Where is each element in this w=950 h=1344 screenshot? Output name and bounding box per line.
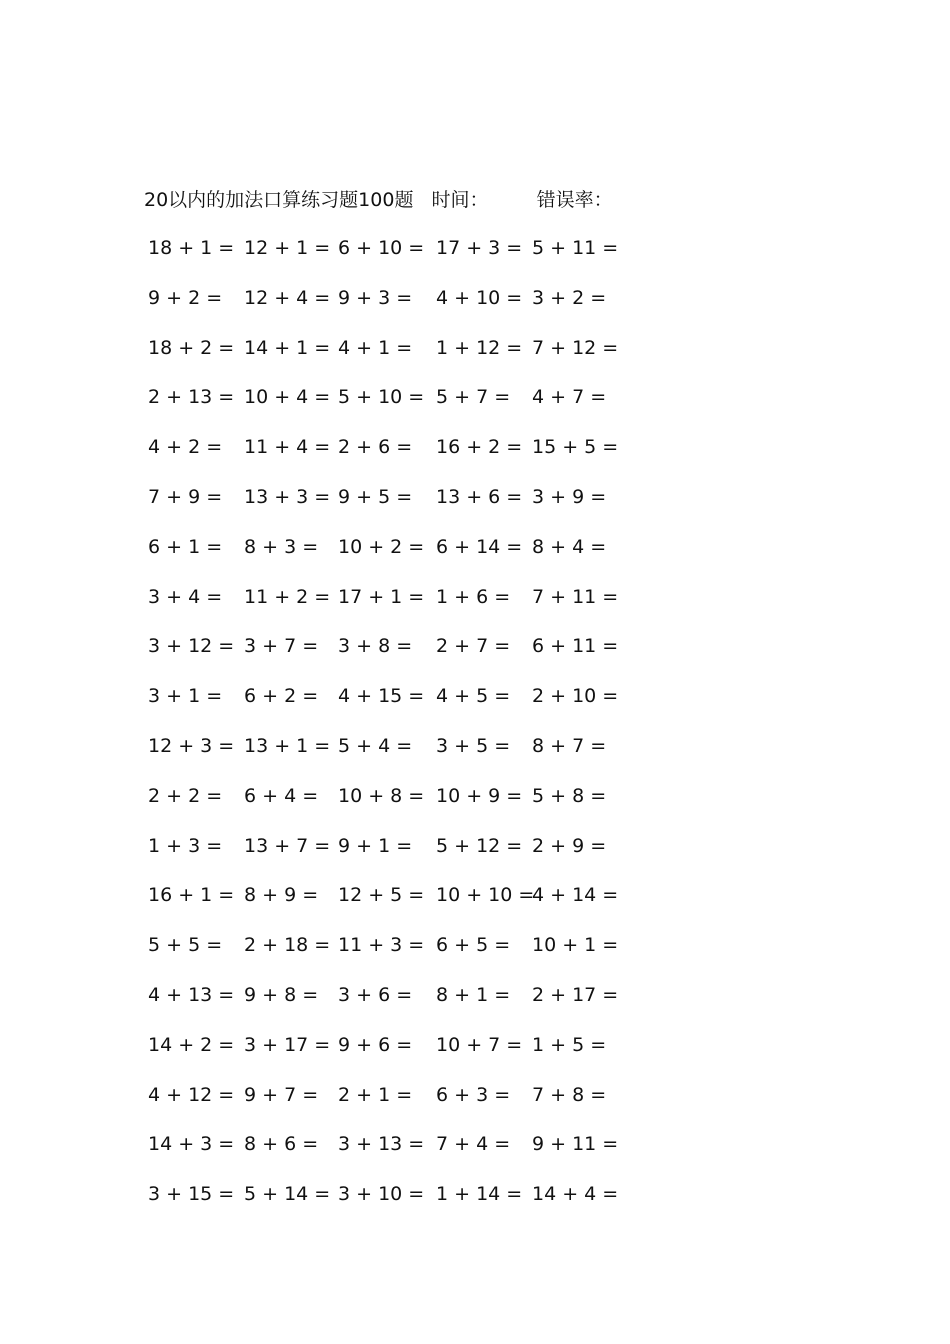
problem-item: 5 + 14 =: [244, 1183, 331, 1206]
problem-item: 1 + 5 =: [532, 1033, 607, 1056]
problem-item: 16 + 1 =: [148, 884, 235, 907]
worksheet-header: [144, 186, 613, 214]
problem-item: 14 + 3 =: [148, 1133, 235, 1156]
problem-item: 9 + 8 =: [244, 983, 319, 1006]
problem-item: 2 + 13 =: [148, 386, 235, 409]
problem-item: 3 + 15 =: [148, 1183, 235, 1206]
problem-item: 9 + 3 =: [338, 286, 413, 309]
problem-item: 6 + 3 =: [436, 1083, 511, 1106]
problem-item: 9 + 2 =: [148, 286, 223, 309]
problem-item: 3 + 9 =: [532, 485, 607, 508]
problem-item: 1 + 3 =: [148, 834, 223, 857]
problem-item: 13 + 3 =: [244, 485, 331, 508]
time-label: 时间：: [431, 189, 489, 211]
problem-item: 4 + 5 =: [436, 685, 511, 708]
problem-item: 5 + 8 =: [532, 784, 607, 807]
problem-item: 3 + 8 =: [338, 635, 413, 658]
problem-item: 3 + 10 =: [338, 1183, 425, 1206]
problem-item: 4 + 15 =: [338, 685, 425, 708]
problem-item: 11 + 2 =: [244, 585, 331, 608]
problem-row: [148, 533, 708, 583]
problem-item: 1 + 12 =: [436, 336, 523, 359]
problem-item: 17 + 3 =: [436, 237, 523, 259]
problem-item: 14 + 1 =: [244, 336, 331, 359]
problem-item: 8 + 1 =: [436, 983, 511, 1006]
problem-item: 6 + 1 =: [148, 535, 223, 558]
problem-item: 5 + 7 =: [436, 386, 511, 409]
problem-item: 12 + 1 =: [244, 237, 331, 259]
problem-row: [148, 1180, 708, 1230]
problem-item: 1 + 14 =: [436, 1183, 523, 1206]
problem-item: 7 + 11 =: [532, 585, 619, 608]
problem-row: [148, 583, 708, 633]
problem-item: 5 + 5 =: [148, 934, 223, 957]
problem-item: 9 + 5 =: [338, 485, 413, 508]
problem-item: 11 + 4 =: [244, 436, 331, 459]
problem-item: 8 + 4 =: [532, 535, 607, 558]
problem-row: [148, 931, 708, 981]
problem-item: 5 + 12 =: [436, 834, 523, 857]
problem-item: 10 + 10 =: [436, 884, 535, 907]
problem-item: 13 + 7 =: [244, 834, 331, 857]
problem-item: 4 + 12 =: [148, 1083, 235, 1106]
problem-item: 7 + 9 =: [148, 485, 223, 508]
problem-grid: [148, 234, 708, 1230]
problem-row: [148, 832, 708, 882]
problem-item: 3 + 17 =: [244, 1033, 331, 1056]
problem-row: [148, 284, 708, 334]
problem-item: 2 + 2 =: [148, 784, 223, 807]
problem-item: 4 + 7 =: [532, 386, 607, 409]
problem-item: 4 + 10 =: [436, 286, 523, 309]
problem-row: [148, 383, 708, 433]
problem-item: 4 + 2 =: [148, 436, 223, 459]
problem-item: 17 + 1 =: [338, 585, 425, 608]
problem-row: [148, 981, 708, 1031]
problem-item: 18 + 1 =: [148, 237, 235, 259]
problem-item: 16 + 2 =: [436, 436, 523, 459]
problem-item: 11 + 3 =: [338, 934, 425, 957]
problem-item: 5 + 11 =: [532, 237, 619, 259]
problem-item: 3 + 6 =: [338, 983, 413, 1006]
problem-item: 6 + 2 =: [244, 685, 319, 708]
problem-item: 2 + 7 =: [436, 635, 511, 658]
problem-item: 8 + 3 =: [244, 535, 319, 558]
problem-row: [148, 234, 708, 284]
problem-item: 1 + 6 =: [436, 585, 511, 608]
problem-item: 18 + 2 =: [148, 336, 235, 359]
problem-item: 12 + 3 =: [148, 734, 235, 757]
problem-item: 4 + 13 =: [148, 983, 235, 1006]
problem-row: [148, 732, 708, 782]
problem-item: 10 + 9 =: [436, 784, 523, 807]
problem-item: 8 + 7 =: [532, 734, 607, 757]
problem-item: 9 + 11 =: [532, 1133, 619, 1156]
problem-item: 13 + 6 =: [436, 485, 523, 508]
problem-row: [148, 334, 708, 384]
problem-item: 3 + 2 =: [532, 286, 607, 309]
problem-item: 9 + 1 =: [338, 834, 413, 857]
worksheet-title: 20以内的加法口算练习题100题: [144, 189, 414, 211]
problem-item: 8 + 9 =: [244, 884, 319, 907]
problem-item: 2 + 1 =: [338, 1083, 413, 1106]
problem-item: 2 + 10 =: [532, 685, 619, 708]
problem-row: [148, 433, 708, 483]
problem-item: 4 + 1 =: [338, 336, 413, 359]
problem-item: 10 + 7 =: [436, 1033, 523, 1056]
problem-item: 6 + 14 =: [436, 535, 523, 558]
problem-item: 3 + 7 =: [244, 635, 319, 658]
problem-row: [148, 881, 708, 931]
problem-row: [148, 1031, 708, 1081]
problem-item: 10 + 8 =: [338, 784, 425, 807]
problem-item: 10 + 2 =: [338, 535, 425, 558]
problem-item: 4 + 14 =: [532, 884, 619, 907]
problem-item: 15 + 5 =: [532, 436, 619, 459]
problem-item: 6 + 11 =: [532, 635, 619, 658]
problem-item: 6 + 5 =: [436, 934, 511, 957]
problem-item: 7 + 4 =: [436, 1133, 511, 1156]
problem-row: [148, 632, 708, 682]
error-rate-label: 错误率：: [536, 189, 613, 211]
problem-row: [148, 483, 708, 533]
problem-item: 14 + 4 =: [532, 1183, 619, 1206]
problem-item: 7 + 8 =: [532, 1083, 607, 1106]
problem-item: 3 + 13 =: [338, 1133, 425, 1156]
problem-item: 13 + 1 =: [244, 734, 331, 757]
problem-item: 5 + 4 =: [338, 734, 413, 757]
problem-item: 6 + 4 =: [244, 784, 319, 807]
problem-item: 3 + 1 =: [148, 685, 223, 708]
problem-item: 9 + 7 =: [244, 1083, 319, 1106]
problem-row: [148, 782, 708, 832]
problem-item: 5 + 10 =: [338, 386, 425, 409]
problem-item: 9 + 6 =: [338, 1033, 413, 1056]
problem-item: 2 + 6 =: [338, 436, 413, 459]
problem-item: 14 + 2 =: [148, 1033, 235, 1056]
problem-row: [148, 1130, 708, 1180]
problem-item: 10 + 1 =: [532, 934, 619, 957]
problem-row: [148, 1081, 708, 1131]
problem-item: 8 + 6 =: [244, 1133, 319, 1156]
problem-item: 2 + 18 =: [244, 934, 331, 957]
problem-item: 7 + 12 =: [532, 336, 619, 359]
problem-item: 3 + 12 =: [148, 635, 235, 658]
problem-item: 6 + 10 =: [338, 237, 425, 259]
problem-item: 12 + 5 =: [338, 884, 425, 907]
problem-item: 12 + 4 =: [244, 286, 331, 309]
problem-item: 3 + 5 =: [436, 734, 511, 757]
problem-row: [148, 682, 708, 732]
problem-item: 3 + 4 =: [148, 585, 223, 608]
problem-item: 2 + 9 =: [532, 834, 607, 857]
problem-item: 10 + 4 =: [244, 386, 331, 409]
problem-item: 2 + 17 =: [532, 983, 619, 1006]
